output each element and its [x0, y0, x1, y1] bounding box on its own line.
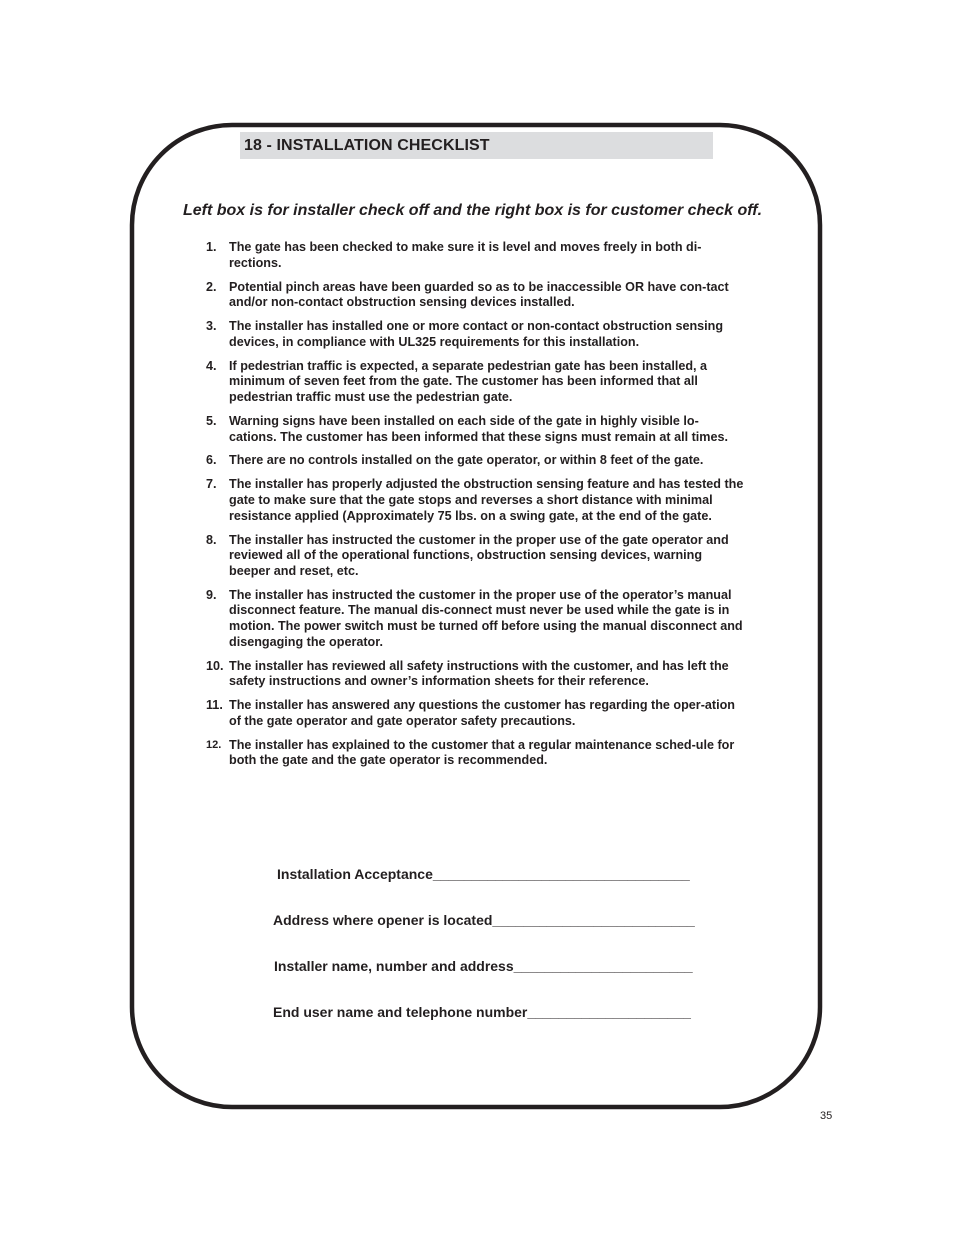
item-number: 11.	[206, 698, 223, 713]
checklist-item	[206, 414, 746, 445]
item-text: The installer has instructed the customer in the proper use of the gate operator and reviewed all of the operational functions, obstruction sensing devices, warning beeper and reset, etc.	[229, 532, 729, 578]
section-heading-bar	[240, 132, 713, 159]
end-user-info-line: End user name and telephone number_____________________	[273, 1004, 691, 1020]
item-text: Potential pinch areas have been guarded so as to be inaccessible OR have con-tact and/or non-contact obstruction sensing devices installed.	[229, 279, 729, 310]
checklist-item	[206, 240, 746, 271]
page-number: 35	[820, 1110, 833, 1122]
item-number: 6.	[206, 453, 217, 468]
checklist-item	[206, 738, 746, 769]
item-number: 9.	[206, 587, 217, 602]
section-heading: 18 - INSTALLATION CHECKLIST	[244, 137, 490, 154]
item-text: The installer has explained to the customer that a regular maintenance sched-ule for both the gate and the gate operator is recommended.	[229, 737, 735, 768]
item-number: 4.	[206, 358, 217, 373]
item-text: The installer has properly adjusted the obstruction sensing feature and has tested the gate to make sure that the gate stops and reverses a short distance with minimal resistance applied (Approximately 75 lbs. on a swing gate, at the end of the gate.	[229, 477, 744, 523]
installation-checklist	[206, 240, 746, 777]
checklist-item	[206, 588, 746, 650]
item-text: The installer has answered any questions the customer has regarding the oper-ation of the gate operator and gate operator safety precautions.	[229, 698, 735, 728]
item-text: The installer has instructed the customer in the proper use of the operator’s manual disconnect feature. The manual dis-connect must never be used while the gate is in motion. The power switch must be turned off before using the manual disconnect and disengaging the operator.	[229, 587, 743, 649]
item-number: 10.	[206, 658, 224, 673]
item-number: 7.	[206, 477, 217, 492]
item-text: If pedestrian traffic is expected, a separate pedestrian gate has been installed, a minimum of seven feet from the gate. The customer has been informed that all pedestrian traffic must use the pedestrian gate.	[229, 358, 708, 404]
installer-info-line: Installer name, number and address_______________________	[274, 958, 693, 974]
item-text: The installer has installed one or more contact or non-contact obstruction sensing devices, in compliance with UL325 requirements for this installation.	[229, 319, 724, 349]
item-number: 5.	[206, 413, 217, 428]
checklist-item	[206, 698, 746, 729]
checklist-item	[206, 280, 746, 311]
installation-acceptance-line: Installation Acceptance_________________________________	[277, 866, 690, 882]
checklist-item	[206, 477, 746, 524]
item-number: 1.	[206, 240, 217, 254]
intro-instruction: Left box is for installer check off and the right box is for customer check off.	[182, 202, 763, 219]
item-number: 12.	[206, 738, 222, 751]
checklist-item	[206, 659, 746, 690]
checklist-item	[206, 319, 746, 350]
checklist-item	[206, 453, 746, 469]
opener-address-line: Address where opener is located__________________________	[273, 912, 695, 928]
item-text: There are no controls installed on the gate operator, or within 8 feet of the gate.	[229, 453, 704, 468]
item-text: The installer has reviewed all safety instructions with the customer, and has left the safety instructions and owner’s information sheets for their reference.	[229, 658, 729, 689]
item-text: The gate has been checked to make sure it is level and moves freely in both di-rections.	[229, 240, 702, 270]
item-number: 3.	[206, 319, 217, 334]
item-text: Warning signs have been installed on each side of the gate in highly visible lo-cations. The customer has been informed that these signs must remain at all times.	[229, 413, 728, 444]
item-number: 2.	[206, 279, 217, 294]
checklist-item	[206, 359, 746, 406]
checklist-item	[206, 533, 746, 580]
item-number: 8.	[206, 532, 217, 547]
